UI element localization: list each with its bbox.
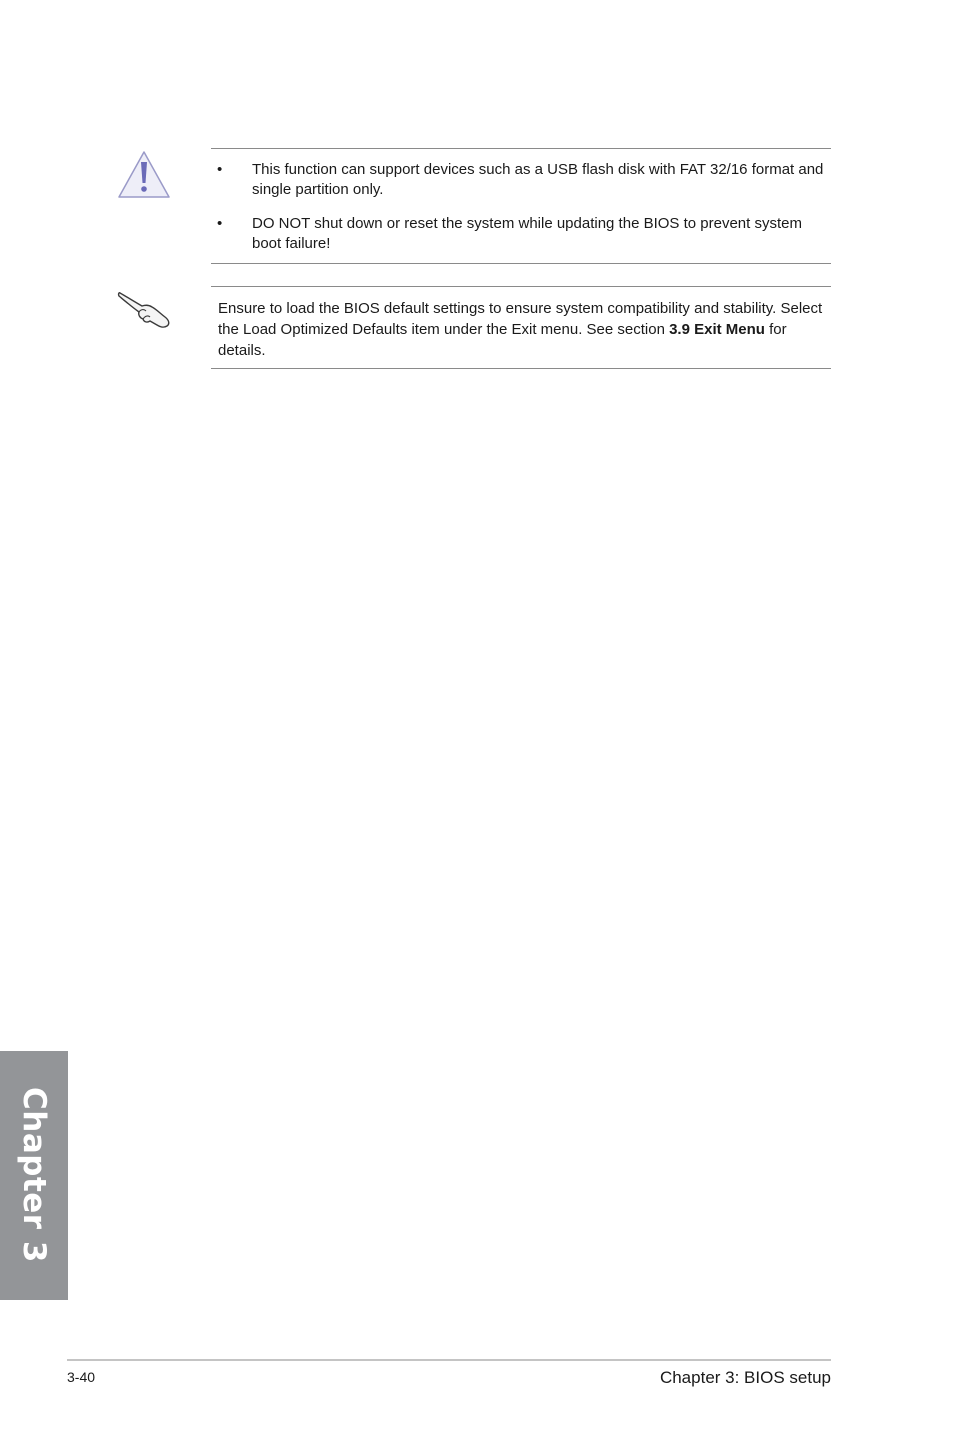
bullet: • [217,161,223,178]
footer-divider [67,1359,831,1361]
page-number: 3-40 [67,1369,96,1385]
note-notice [211,286,831,369]
warning-triangle-icon [117,150,171,200]
chapter-side-tab [0,1051,68,1300]
note-text: Ensure to load the BIOS default settings to ensure system compatibility and stability. Select the Load Optimized Defaults item under the Exit menu. See section 3.9 Exit Menu for details. [218,300,823,359]
bullet: • [217,215,223,232]
footer-chapter-title: Chapter 3: BIOS setup [659,1368,831,1387]
caution-item-text: DO NOT shut down or reset the system while updating the BIOS to prevent system boot failure! [252,215,802,252]
caution-item-text: This function can support devices such as a USB flash disk with FAT 32/16 format and single partition only. [252,161,824,198]
chapter-tab-label: Chapter 3 [16,1087,52,1263]
section-reference: 3.9 Exit Menu [669,321,765,338]
pointing-hand-icon [117,288,173,330]
caution-notice [211,148,831,264]
